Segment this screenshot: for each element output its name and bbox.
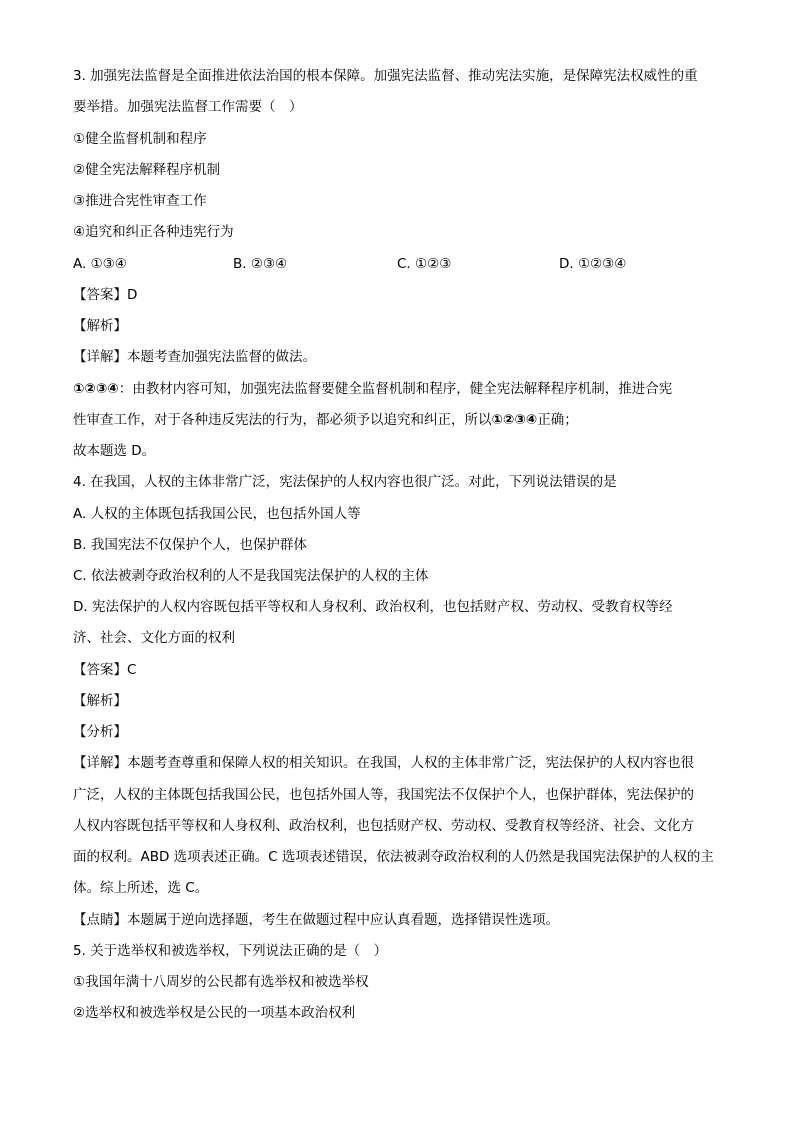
q4-analysis-sub: 【分析】 [73, 724, 127, 740]
q3-explanation-line1 [73, 380, 672, 398]
q4-answer: 【答案】C [73, 662, 137, 678]
q3-item-1: ①健全监督机制和程序 [73, 131, 207, 147]
q4-detail-line3: 人权内容既包括平等权和人身权利、政治权利，也包括财产权、劳动权、受教育权等经济、社会、文化方 [73, 818, 694, 834]
q4-detail-line5: 体。综上所述，选 C。 [73, 880, 209, 896]
q4-analysis-label: 【解析】 [73, 693, 127, 709]
q5-item-2: ②选举权和被选举权是公民的一项基本政治权利 [73, 1005, 356, 1021]
q4-option-d-line1: D. 宪法保护的人权内容既包括平等权和人身权利、政治权利，也包括财产权、劳动权、受教育权等经 [73, 599, 673, 615]
q3-answer: 【答案】D [73, 287, 138, 303]
q3-explanation-end: 正确； [537, 412, 578, 428]
q4-option-c: C. 依法被剥夺政治权利的人不是我国宪法保护的人权的主体 [73, 568, 429, 584]
q4-option-d-line2: 济、社会、文化方面的权利 [73, 630, 235, 646]
q4-detail-line2: 广泛，人权的主体既包括我国公民，也包括外国人等，我国宪法不仅保护个人，也保护群体，宪法保护的 [73, 787, 694, 803]
q3-option-d: D. ①②③④ [559, 256, 627, 272]
q4-detail-line1: 【详解】本题考查尊重和保障人权的相关知识。在我国，人权的主体非常广泛，宪法保护的人权内容也很 [73, 755, 694, 771]
q3-explanation-line2 [73, 411, 578, 429]
q3-stem-line2: 要举措。加强宪法监督工作需要（ ） [73, 99, 303, 115]
q3-item-2: ②健全宪法解释程序机制 [73, 162, 221, 178]
q3-explanation-bold: ①②③④ [491, 412, 538, 428]
q3-option-c: C. ①②③ [397, 256, 452, 272]
q4-detail-line4: 面的权利。ABD 选项表述正确。C 选项表述错误，依法被剥夺政治权利的人仍然是我国宪法保护的人权的主 [73, 849, 714, 865]
q3-options [73, 255, 723, 273]
q4-stem: 4. 在我国，人权的主体非常广泛，宪法保护的人权内容也很广泛。对此，下列说法错误的是 [73, 474, 617, 490]
q3-explanation-prefix: ①②③④ [73, 381, 119, 397]
q4-option-b: B. 我国宪法不仅保护个人，也保护群体 [73, 537, 307, 553]
q3-detail: 【详解】本题考查加强宪法监督的做法。 [73, 349, 316, 365]
q3-conclusion: 故本题选 D。 [73, 443, 156, 459]
q3-option-b: B. ②③④ [233, 256, 288, 272]
q3-analysis-label: 【解析】 [73, 318, 127, 334]
q3-explanation-rest: ：由教材内容可知，加强宪法监督要健全监督机制和程序，健全宪法解释程序机制，推进合宪 [118, 381, 673, 397]
q3-option-a: A. ①③④ [73, 256, 127, 272]
q3-stem-line1: 3. 加强宪法监督是全面推进依法治国的根本保障。加强宪法监督、推动宪法实施，是保障宪法权威性的重 [73, 68, 698, 84]
q5-item-1: ①我国年满十八周岁的公民都有选举权和被选举权 [73, 974, 369, 990]
q5-stem: 5. 关于选举权和被选举权，下列说法正确的是（ ） [73, 943, 388, 959]
q4-option-a: A. 人权的主体既包括我国公民，也包括外国人等 [73, 506, 361, 522]
q4-tip: 【点睛】本题属于逆向选择题，考生在做题过程中应认真看题，选择错误性选项。 [73, 912, 559, 928]
q3-explanation-text: 性审查工作，对于各种违反宪法的行为，都必须予以追究和纠正，所以 [73, 412, 492, 428]
q3-item-3: ③推进合宪性审查工作 [73, 193, 207, 209]
q3-item-4: ④追究和纠正各种违宪行为 [73, 224, 234, 240]
